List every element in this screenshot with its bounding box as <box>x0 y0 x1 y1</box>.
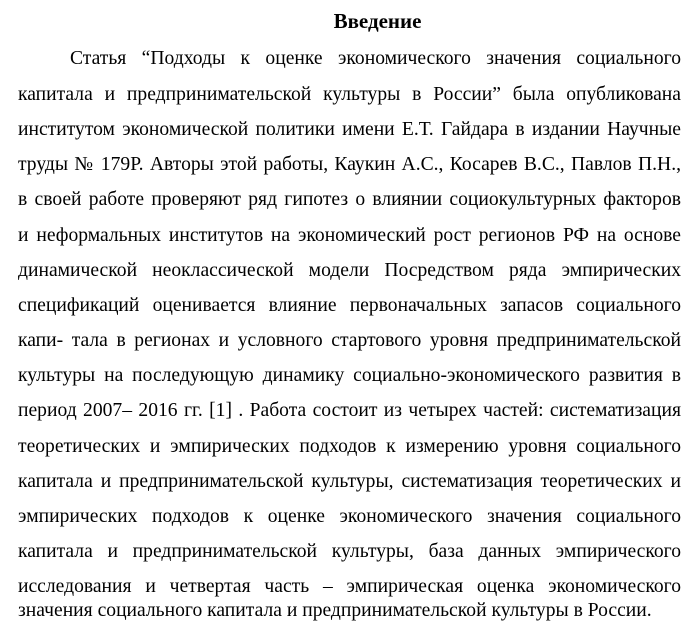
paragraph-line-12: теоретических и эмпирических подходов к измерению уровня социального <box>18 436 681 457</box>
paragraph-line-13: капитала и предпринимательской культуры, систематизация теоретических и <box>18 471 681 492</box>
document-title: Введение <box>333 9 422 33</box>
paragraph-line-3: институтом экономической политики имени Е.Т. Гайдара в издании Научные <box>18 119 681 140</box>
paragraph-line-1: Статья “Подходы к оценке экономического значения социального <box>70 48 681 69</box>
paragraph-line-11: период 2007– 2016 гг. [1] . Работа состоит из четырех частей: систематизация <box>18 400 681 421</box>
paragraph-line-4: труды № 179Р. Авторы этой работы, Каукин А.С., Косарев В.С., Павлов П.Н., <box>18 154 681 175</box>
paragraph-line-5: в своей работе проверяют ряд гипотез о влиянии социокультурных факторов <box>18 189 681 210</box>
paragraph-line-6: и неформальных институтов на экономический рост регионов РФ на основе <box>18 225 681 246</box>
paragraph-line-7: динамической неоклассической модели Посредством ряда эмпирических <box>18 260 681 281</box>
paragraph-line-9: капи- тала в регионах и условного стартового уровня предпринимательской <box>18 330 681 351</box>
paragraph-line-8: спецификаций оценивается влияние первоначальных запасов социального <box>18 295 681 316</box>
paragraph-line-2: капитала и предпринимательской культуры в России” была опубликована <box>18 84 681 105</box>
paragraph-line-17: значения социального капитала и предпринимательской культуры в России. <box>18 600 652 621</box>
paragraph-line-10: культуры на последующую динамику социально-экономического развития в <box>18 365 681 386</box>
paragraph-line-14: эмпирических подходов к оценке экономического значения социального <box>18 506 681 527</box>
paragraph-line-15: капитала и предпринимательской культуры, база данных эмпирического <box>18 541 681 562</box>
paragraph-line-16: исследования и четвертая часть – эмпирическая оценка экономического <box>18 576 681 597</box>
